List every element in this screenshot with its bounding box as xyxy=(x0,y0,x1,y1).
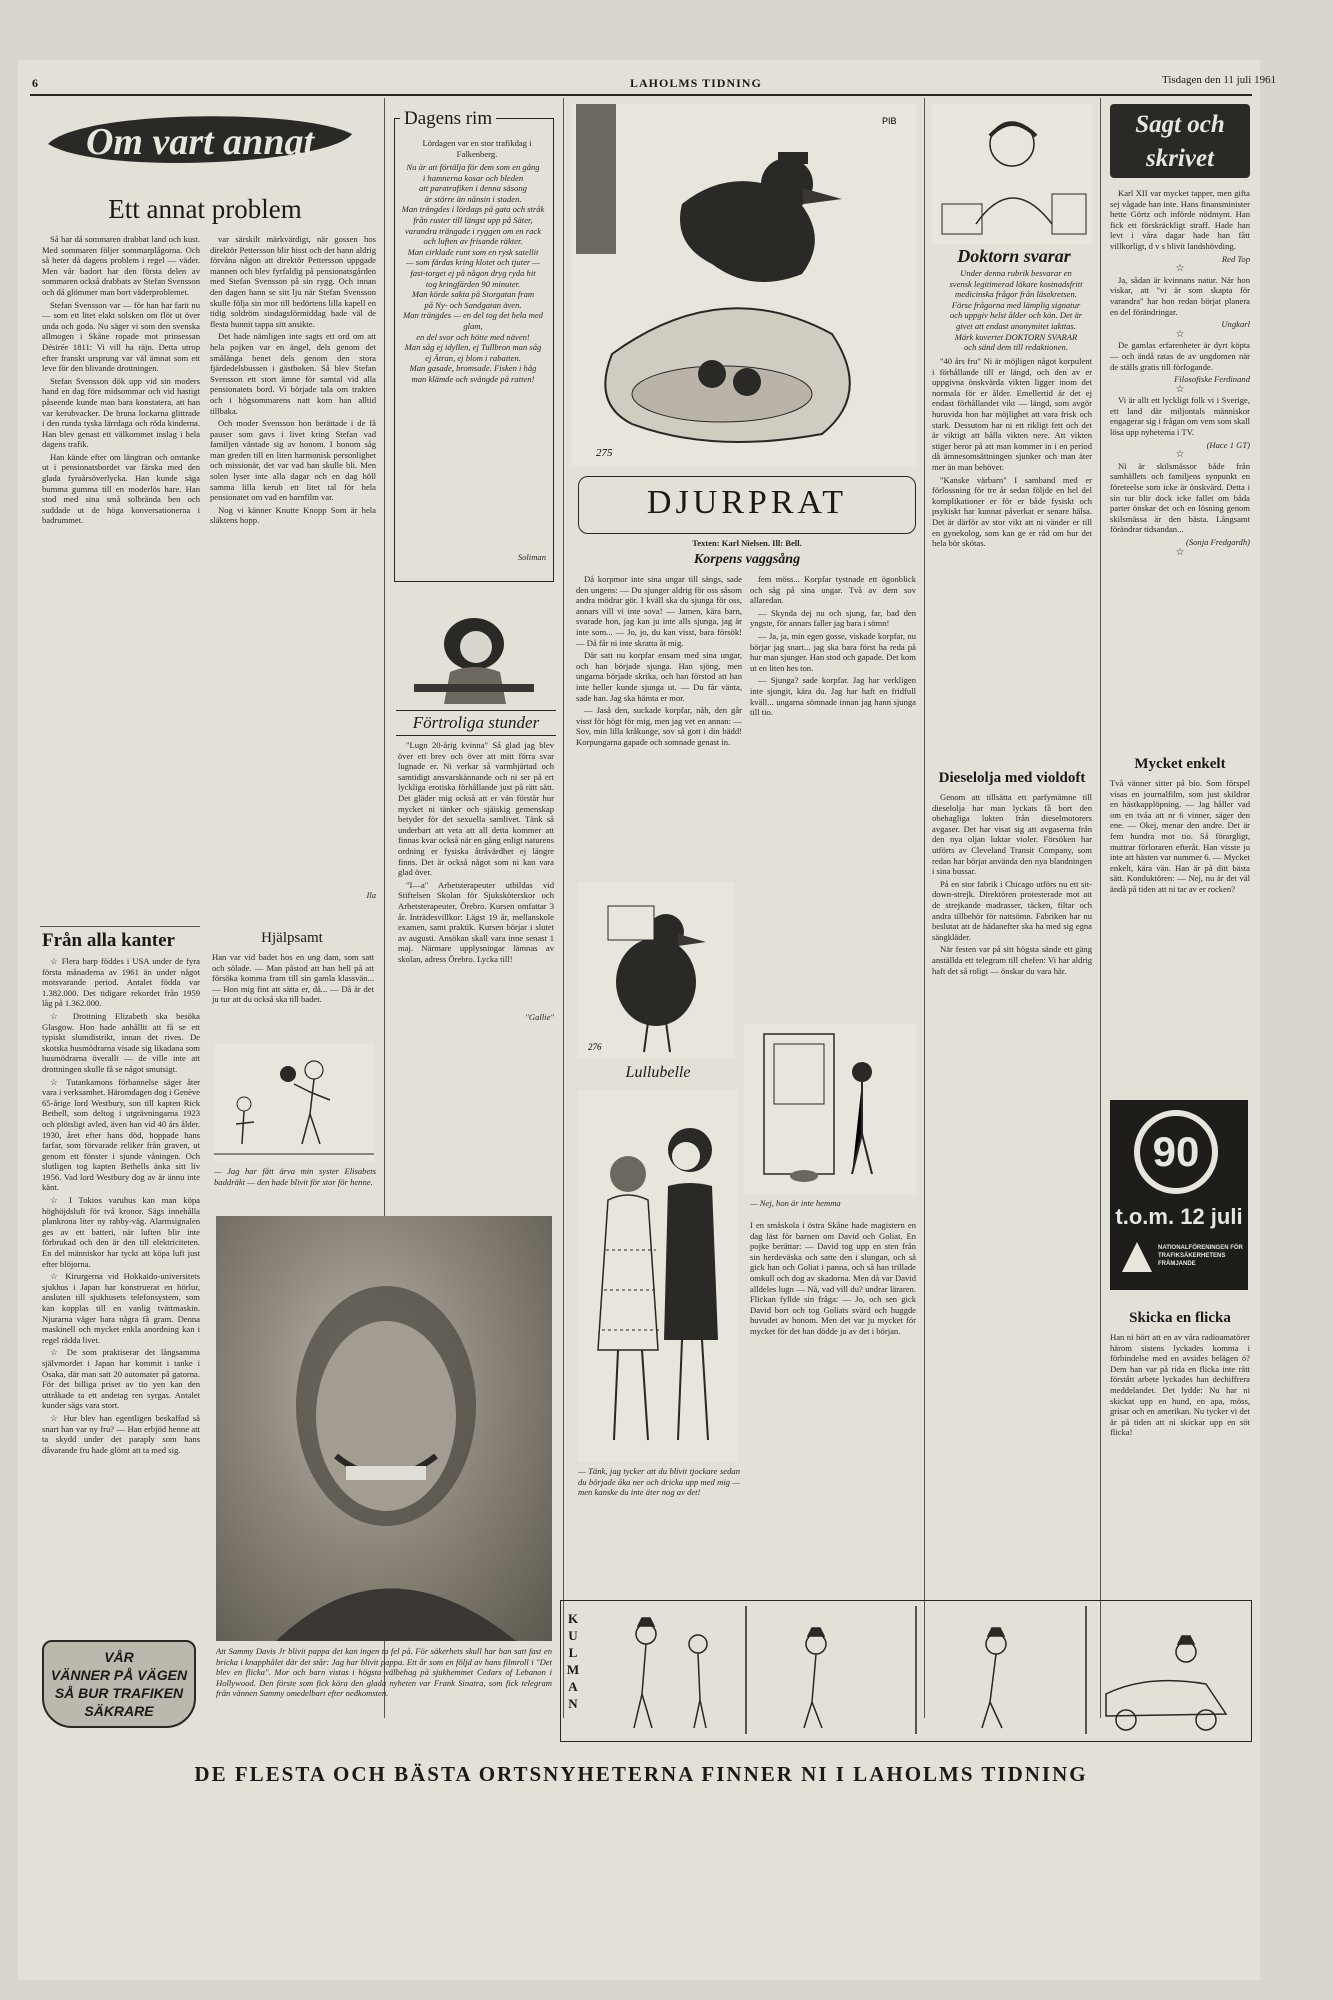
mycket-enkelt-body: Två vänner sitter på bio. Som förspel visas en journalfilm, som just skildrar en hästkapplöpning. — Jag håller vad om en tvåa att nr 6 vinner, säger den ene. — Okej, menar den andre. Det är fem hundra mot tio. Så förargligt, muttrar förloraren efteråt. Han visste ju inte att hästen var nummer 6. — Mycket enkelt, kära vän. Han är på ditt bästa sätt. Konduktören: — Nej, nu är det väl ändå på tiden att ni tar av er rocken? xyxy=(1110,778,1250,894)
fortroliga-signature: "Gallie" xyxy=(525,1012,554,1022)
article-paragraph: var särskilt märkvärdigt, när gossen hos direktör Pettersson blir hisst och det hann aldrig förvåna någon att direktör Pettersson uppgade mannen och blev fyrfaldig på pensionatsgården med Stefan Svensson på sin rygg. Och innan den dagen hann se sitt lju när Stefan Svensson skulle följa sin mor till bedörtens lilla kapell en tidig soldröm sindagsförmiddag hade väl de flesta hunnit tappa sitt ansikte. xyxy=(210,234,376,329)
fran-alla-kanter-title: Från alla kanter xyxy=(42,930,175,951)
poem-line: att paratrafiken i denna säsong xyxy=(419,183,527,194)
crow-cartoon xyxy=(578,882,734,1058)
ad-line: SÅ BUR TRAFIKEN xyxy=(54,1685,184,1701)
news-item: ☆ Drottning Elizabeth ska besöka Glasgow. Hon hade anhållit att få se ett typiskt slumdistrikt, innan det rives. De skotska husmödrarna visade sig likadana som husmödrarna överallt — de ville inte att drottningen skulle få se något smutsigt. xyxy=(42,1010,200,1074)
poem-line: Man trängdes — en del tog det hela med glam, xyxy=(403,310,543,331)
lullubelle-caption: — Tänk, jag tycker att du blivit tjockare sedan du började åka ner och dricka upp med mig — men kanske du inte äter nog av det! xyxy=(578,1466,740,1498)
story-paragraph: Då korpmor inte sina ungar till sängs, sade den ungens: — Du sjunger aldrig för oss såsom andra mödrar gör. I kväll ska du sjunga för oss, annars vill vi inte sova! — Jamen, kära barn, svarade hon, jag kan ju inte alls sjunga, jag är inte som... — Jo, jo, du kan visst, bara försök! — Då får ni inte skratta åt mig. xyxy=(576,574,742,648)
diesel-title: Dieselolja med violdoft xyxy=(938,770,1086,786)
fortroliga-illustration xyxy=(394,592,556,708)
om-vart-annat-logo xyxy=(40,104,360,180)
speed-limit-ad xyxy=(1110,1100,1248,1290)
traffic-safety-ad xyxy=(42,1640,196,1728)
om-vart-annat-signature: Ila xyxy=(366,890,376,900)
dagens-rim-title: Dagens rim xyxy=(400,108,496,130)
speed-sign: 90 xyxy=(1134,1110,1218,1194)
story-paragraph: — Jaså den, suckade korpfar, nåh, den går visst för högt för mig, men jag vet en annan: — Sov, min lilla kråkunge, sov så gott i din bädd! Korpungarna gapade och somnade genast in. xyxy=(576,705,742,747)
om-vart-annat-headline: Ett annat problem xyxy=(108,194,302,224)
poem-line: man klämde och svängde på ratten! xyxy=(411,373,535,384)
issue-date: Tisdagen den 11 juli 1961 xyxy=(1162,74,1277,86)
djurprat-credit: PIB xyxy=(882,116,897,126)
poem-line: och luften av frisande räkter. xyxy=(423,236,523,247)
article-paragraph: Nog vi känner Knutte Knopp Som är hela släktens hopp. xyxy=(210,504,376,526)
sammy-davis-caption: Att Sammy Davis Jr blivit pappa det kan ingen ta fel på. För säkerhets skull har han satt fast en bricka i knapphålet där det står: Jag har blivit pappa. Ett år som en följd av hans filmroll i "Det blev en flicka". Mor och barn vistas i högsta välbehag på sjukhemmet Cedars of Lebanon i Hollywood. Den förste som fick köra den glada nyheten var Frank Sinatra, som fick telegram från vännen Sammy omedelbart efter nedkomsten. xyxy=(216,1646,552,1699)
door-cartoon xyxy=(744,1024,916,1194)
news-item: ☆ I Tokios varuhus kan man köpa höghöjdsluft för två kronor. Sägs innehålla plankrona liter ny rabby-väg. Alarmsignalen ges av ett batteri, när luften blir inte förbrukad och den är den till elektriciteten. En del människor har tyckt att köpa luft just efter blöjorna. xyxy=(42,1195,200,1269)
quote-text: De gamlas erfarenheter är dyrt köpta — och ändå ratas de av ungdomen när de ställs gratis till förfogande. xyxy=(1110,340,1250,372)
letter-answer: "I—a" Arbetsterapeuter utbildas vid Stiftelsen Skolan för Sjuksköterskor och Arbetsterapeuter, Örebro. Kursen omfattar 3 år. Inträdesvillkor: Lägst 19 år, mellanskole examen, samt praktik. Kursen börjar i slutet av augusti. Ansökan skall vara inne senast 1 maj. Närmare upplysningar lämnas av skolan, adress Örebro. Lycka till! xyxy=(398,879,554,964)
star-divider-icon: ☆ xyxy=(1175,328,1185,340)
quote-signature: (Sonja Fredgardh) xyxy=(1185,537,1250,547)
fortroliga-body xyxy=(398,740,554,1010)
article-paragraph: Han kände efter om längtran och omtanke ut i pensionatsbordet var färska med den glada fyraårsöverlycka. Han kunde säga bumma gumma till en moderlös hare. Han stod med sina små solbrända ben och suddade ut de höga konversationerna i badrummet. xyxy=(42,451,200,526)
djurprat-subtitle: Korpens vaggsång xyxy=(693,552,801,567)
quote-text: Karl XII var mycket tapper, men gifta sej vågade han inte. Hans finansminister hette Görtz och införde nödmynt. Han fick ett förskräckligt straff. Hade han levt i våra dagar hade han fått villkorligt, d v s blivit landshövding. xyxy=(1110,188,1250,251)
kulman-panels xyxy=(586,1604,1246,1736)
djurprat-number: 275 xyxy=(596,447,613,459)
news-item: ☆ Hur blev han egentligen beskaffad så snart han var ny fru? — Han erbjöd henne att ta skydd under det paraply som hans dåvarande fru hade glömt att ta med sig. xyxy=(42,1412,200,1455)
poem-line: Man cirklade runt som en rysk satellit xyxy=(407,246,539,257)
poem-line: Man såg ej idyllen, ej Tullbron man såg xyxy=(404,342,542,353)
poem-line: tog kringfärden 90 minuter. xyxy=(425,278,521,289)
om-vart-annat-logo-text: Om vart annat xyxy=(85,121,315,163)
paper-name: LAHOLMS TIDNING xyxy=(630,76,762,90)
ad-line: SÄKRARE xyxy=(84,1703,154,1719)
poem-line: Man trängdes i lördags på gata och stråk xyxy=(401,204,545,215)
door-cartoon-caption: — Nej, hon är inte hemma xyxy=(750,1198,841,1208)
doctor-answer: "Kanske värbarn" I samband med er förlossning för tre år sedan följde en hel del komplikationer er för er både fysiskt och psykiskt har kunnat påverkat er senare hälsa. Det är därför av stor vikt att ni vänder er till en gynekolog, som kan ge er råd om hur det hela bör skötas. xyxy=(932,474,1092,549)
doktorn-illustration xyxy=(932,104,1092,244)
article-paragraph: När festen var på sitt högsta sände ett gäng anställda ett telegram till chefen: Vi har aldrig haft det så roligt — önskar du vara här. xyxy=(932,944,1092,976)
doktorn-title: Doktorn svarar xyxy=(957,246,1071,266)
news-item: ☆ Flera barp föddes i USA under de fyra första månaderna av 1961 än under något motsvarande period. Antalet födda var 1.382.000. Det tidigare rekordet från 1959 låg på 1.362.000. xyxy=(42,956,200,1009)
sagt-och-skrivet-header xyxy=(1110,104,1250,178)
djurprat-col2 xyxy=(750,574,916,878)
news-item: ☆ De som praktiserar det långsamma självmordet i Japan har kommit i tanke i Osaka, där man satt 20 automater på gatorna. För det billiga priset av tio yen kan den uttråkade ta ett andetag ren syrgas. Antalet kunder sägs vara stort. xyxy=(42,1347,200,1411)
dagens-rim-intro: Lördagen var en stor trafikdag i Falkenberg. xyxy=(422,138,532,159)
quote-signature: Ungkarl xyxy=(1221,319,1250,330)
dagens-rim-signature: Soliman xyxy=(517,552,546,562)
star-divider-icon: ☆ xyxy=(1175,546,1185,558)
poem-line: varandra trängade i ryggen om en rack xyxy=(404,225,542,236)
masthead-rule xyxy=(30,94,1252,96)
ad-line: VÄNNER PÅ VÄGEN xyxy=(50,1667,188,1683)
story-paragraph: — Ja, ja, min egen gosse, viskade korpfar, nu börjar jag snart... jag ska bara först ha reda på hur man sjunger. Han stod och gapade. Det kom ut en liten hes ton. xyxy=(750,630,916,673)
crow-cartoon-number: 276 xyxy=(588,1042,602,1052)
article-paragraph: Och moder Svensson hon berättade i de få pauser som gavs i livet kring Stefan vad familjen väntade sig av honom. I honom såg man greden till en liten harmonisk personlighet och missionär, det var vad han skulle bli. Men solen lyser inte alla dagar och en dag höll samma lilla kerub ett litet tal för hela pensionatet om vad en barnfilm var. xyxy=(210,418,376,503)
sagt-och-skrivet-quotes xyxy=(1110,188,1250,748)
djurprat-col1 xyxy=(576,574,742,878)
poem-line: på Ny- och Sandgatan även. xyxy=(424,299,522,310)
poem-line: fast-torget ej på någon dryg ryda hit xyxy=(410,267,536,278)
star-divider-icon: ☆ xyxy=(1175,263,1185,275)
poem-line: är större än nånsin i staden. xyxy=(424,193,522,204)
fortroliga-title: Förtroliga stunder xyxy=(396,710,556,736)
speed-ad-org: NATIONALFÖRENINGEN FÖR TRAFIKSÄKERHETENS FRÄMJANDE xyxy=(1158,1245,1243,1267)
dagens-rim-poem xyxy=(400,162,546,546)
hjalpsamt-body: Han var vid badet hos en ung dam, som satt och sölade. — Man påstod att han hell på att försöka komma fram till sin gamla klassvän... — Hon mig fint att sätta er, då... — Då är det ju tur att du också ska till badet. xyxy=(212,952,374,1005)
djurprat-byline: Texten: Karl Nielsen. Ill: Bell. xyxy=(692,538,802,548)
star-divider-icon: ☆ xyxy=(1175,449,1185,461)
quote-text: Vi är allt ett lyckligt folk vi i Sverige, ett land där miljontals människor engagerar sig i frågan om vem som skall lösa upp nyheterna i TV. xyxy=(1110,395,1250,438)
lullubelle-cartoon xyxy=(578,1090,738,1462)
skicka-body: Han ni hört att en av våra radioamatörer härom sistens lyckades komma i förbindelse med en avsides belägen ö? Dem han var på rida en flicka inte rätt förstått arbete lyckades han dechiffrera meddelandet. Det lydde: Nu har ni skickat upp en hund, en apa, möss, grisar och en amerikan. Nu tycker vi det är på tiden att ni skickar upp en söt flicka! xyxy=(1110,1332,1250,1438)
col-rule xyxy=(563,98,564,1718)
warning-triangle-icon xyxy=(1122,1242,1152,1272)
poem-line: Man körde sakta på Storgatan fram xyxy=(411,289,535,300)
mycket-enkelt-title: Mycket enkelt xyxy=(1134,756,1226,772)
david-goliat-story: I en småskola i östra Skåne hade magistern en dag läst för barnen om David och Goliat. En pojke berättar: — David tog upp en sten från sin herdeväska och satte den i slungan, och så gick han och Goliat i panna, och så han trillade omkull och dog av skadorna. Men då var David alldeles lugn — Nå, vad vill du? undrar läraren. Flickan fyllde sin fråga: — Jo, och sen gick David bort och tog Goliats svärd och huggde huvudet av honom. Men det var ju mycket för mycket för det han dödde ju av det i början. xyxy=(750,1220,916,1336)
poem-line: Nu är att förtälja för dem som en gång xyxy=(406,162,540,172)
rule xyxy=(40,926,200,927)
ad-line: VÅR xyxy=(104,1649,134,1665)
quote-text: Ni är skilsmässor både från samhällets och familjens synpunkt en företeelse som icke är önskvärd. Detta i sin tur blir dock icke fallet om båda parter önskar det och en lösning genom skilsmässa är den bästa. Långsamt förändrar tidsandan... xyxy=(1110,460,1250,535)
col-rule xyxy=(924,98,925,1718)
article-paragraph: Så har då sommaren drabbat land och kust. Med sommaren följer sommarplågorna. Och så heter då dagens problem i regel — väder. Men vår badort har den första delen av sommaren också drabbats av Stefan Svensson och då glömmer man bort väderproblemet. xyxy=(42,234,200,297)
footer-slogan: DE FLESTA OCH BÄSTA ORTSNYHETERNA FINNER NI I LAHOLMS TIDNING xyxy=(194,1762,1088,1786)
doctor-answer: "40 års fru" Ni är möjligen något korpulent i förhållande till er längd, och den av er uppgivna önskvärda vikten ligger inom det normala för er ålder. Emellertid är det ej endast förhållandet vikt — längd, som avgör huruvida hon har möjlighet att vara frisk och stark. Dessutom har ni ett rikligt fett och det är viktigt att hålla vikten nere. Att vikten stiger beror på att man kommer in i en period då ämnesomsättningen sjunker och man äter mer än man behöver. xyxy=(932,356,1092,472)
quote-signature: Filosofiske Ferdinand xyxy=(1174,374,1250,385)
hjalpsamt-title: Hjälpsamt xyxy=(261,930,323,946)
article-paragraph: Det hade nämligen inte sagts ett ord om att hela pojken var en ängel, dels genom det smålänga benet dels genom den stora fjärdedelsbussen i gästboken. Så blev Stefan Svensson ett stort ämne för samtal vid alla pensionatets bord. Vi började tala om trakten och i högsommarens natt kom han alltid tillbaka. xyxy=(210,331,376,416)
om-vart-annat-col1 xyxy=(42,234,200,924)
article-paragraph: Stefan Svensson var — för han har farit nu — som ett litet elakt solsken om flöt ut över unda och goda. Nu säger vi som den svenska allmogen i Skåne ropade mot prinsessan Désirée 1811: Vi vill ha räjn. Detta utrop efter franskt ursprung var väl ämnat som ett leve för den blivande drottningen. xyxy=(42,299,200,374)
poem-line: i hamnerna kosar och bleden xyxy=(422,172,524,183)
sagt-och-skrivet-title: Sagt och skrivet xyxy=(1135,111,1225,172)
story-paragraph: Där satt nu korpfar ensam med sina ungar, och han började sjunga. Han sjöng, men ungarna började skrika, och han förstod att han inte heller kunde sjunga ut. — Du får vänta, sade han. Jag ska hämta er mor. xyxy=(576,650,742,703)
page-number: 6 xyxy=(32,76,39,90)
story-paragraph: — Skynda dej nu och sjung, far, bad den yngste, för annars faller jag bara i sömn! xyxy=(750,607,916,629)
quote-text: Ja, sådan är kvinnans natur. När hon viskar, att "vi är som skapta för varandra" har hon redan börjat planera en del förändringar. xyxy=(1110,274,1250,317)
djurprat-title: DJURPRAT xyxy=(646,484,848,521)
poem-line: från ruster till längst upp på Säter, xyxy=(413,214,533,225)
djurprat-cartoon xyxy=(572,104,916,466)
quote-signature: (Hace 1 GT) xyxy=(1206,439,1250,450)
lullubelle-title: Lullubelle xyxy=(625,1064,691,1081)
quote-signature: Red Top xyxy=(1221,253,1250,264)
col-rule xyxy=(1100,98,1101,1718)
poem-line: Man gasade, bromsade. Fisken i håg xyxy=(409,363,537,374)
doktorn-intro: Under denna rubrik besvarar en svensk legitimerad läkare kostnadsfritt medicinska frågor från läsekretsen. Förse frågorna med lämplig signatur och uppgiv helst ålder och kön. Det är givet att endast anonymitet iakttas. Märk kuvertet DOKTORN SVARAR och sänd dem till redaktionen. xyxy=(949,268,1083,352)
kulman-label: KULMAN xyxy=(566,1611,580,1711)
hjalpsamt-caption: — Jag har fått ärva min syster Elisabets baddräkt — den hade blivit för stor för henne. xyxy=(214,1166,376,1187)
diesel-body xyxy=(932,792,1092,1592)
poem-line: ej Ätran, ej blom i rabatten. xyxy=(425,352,521,363)
story-paragraph: fem möss... Korpfar tystnade ett ögonblick och såg på sina ungar. Två av dem sov allaredan. xyxy=(750,574,916,606)
hjalpsamt-cartoon xyxy=(214,1044,374,1162)
article-paragraph: På en stor fabrik i Chicago utförs nu ett sit-down-strejk. Direktören protesterade mot att de strejkande madrasser, täcken, filtar och andra tillbehör för nattsömn. Fabriken har nu beslutat att de hädanefter ska ha med sig egna sängkläder. xyxy=(932,878,1092,942)
article-paragraph: Stefan Svensson dök upp vid sin moders hand en dag före midsommar och vid hastigt påseende kunde man bara konstatera, att han var kerubvacker. De bruna lockarna glittrade i den runda tyska lärrdaga och röda kinderna. Han blev genast ett välkommet inslag i hela dagens trafik. xyxy=(42,375,200,450)
poem-line: — som färdas kring klotet och tjuter — xyxy=(405,257,541,268)
poem-line: en del svor och hötte med näven! xyxy=(416,331,530,342)
om-vart-annat-col2 xyxy=(210,234,376,870)
news-item: ☆ Tutankamons förbannelse säger åter vara i verksamhet. Häromdagen dog i Genève 65-årige lord Westbury, son till kapten Rick Bethell, som deltog i utgrävningarna 1923 och plötsligt avled, även han vid 40 års ålder. 1930, året efter hans död, hoppade hans farfar, som förvarade reliker från graven, ut genom ett fönster i sjunde våningen. Och slutligen tog kapten Bethells änka sitt liv 1956. Vad lord Westbury dog av är ännu inte känt. xyxy=(42,1076,200,1193)
news-item: ☆ Kirurgerna vid Hokkaido-universitets sjukhus i Japan har konstruerat en hörlur, ansluten till sjukhusets telefonsystem, som kan kopplas till en vanlig tvättmaskin. Njurarna väger bara några få gram. Denna maskinell och mycket enkla anordning kan i regel rädda livet. xyxy=(42,1271,200,1345)
skicka-title: Skicka en flicka xyxy=(1129,1310,1231,1326)
letter-answer: "Lugn 20-årig kvinna" Så glad jag blev över ett brev och över att mitt förra svar lugnade er. Ni verkar så varmhjärtad och samtidigt ansvarskännande och ni ser på ert lyckliga erotiska förhållande just på rätt sätt. Det gläder mig också att er vän förstår hur mycket ni tänker och sjäiskig gemenskap betyder för det sexuella samlivet. Tänk så underbart att veta att all detta kommer att finnas kvar också när en gång enligt naturens ordning er fysiska åtråvärdhet ej längre finns. Det är också något som ni kan vara glad över. xyxy=(398,740,554,878)
article-paragraph: Genom att tillsätta ett parfymämne till dieselolja har man lyckats få bort den obehagliga lukten från dieselmotorers avgaser. Det har visat sig att avgaserna från den nya oljan luktar violer. Försöken har utförts av Cleveland Transit Company, som redan har börjat använda den nya blandningen i sina bussar. xyxy=(932,792,1092,877)
story-paragraph: — Sjunga? sade korpfar. Jag har verkligen inte sjungit, kära du. Jag har haft en fridfull kväll... ungarna sömnade innan jag hann sjunga till tio. xyxy=(750,675,916,718)
sammy-davis-photo xyxy=(216,1216,552,1641)
fran-alla-kanter-body xyxy=(42,956,200,1636)
speed-ad-date: t.o.m. 12 juli xyxy=(1115,1204,1243,1229)
doktorn-body xyxy=(932,356,1092,766)
star-divider-icon: ☆ xyxy=(1175,383,1185,395)
